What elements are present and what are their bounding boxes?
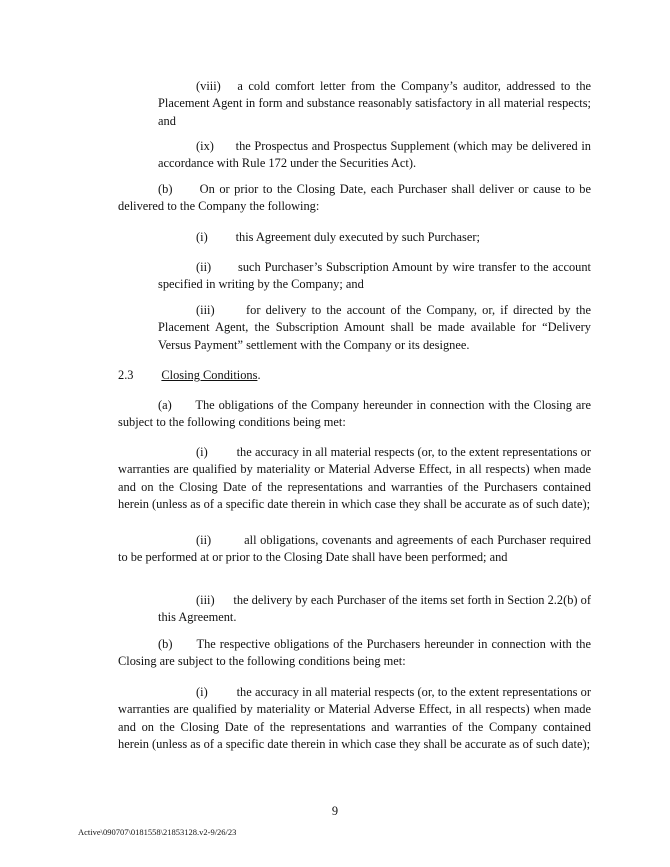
clause-label: (i) bbox=[196, 445, 208, 459]
clause-label: (i) bbox=[196, 685, 208, 699]
clause-label: (b) bbox=[158, 637, 173, 651]
document-footer-id: Active\090707\0181558\21853128.v2-9/26/23 bbox=[78, 827, 237, 837]
section-number: 2.3 bbox=[118, 368, 134, 382]
clause-text: The respective obligations of the Purchasers hereunder in connection with the Closing are subject to the following conditions being met: bbox=[118, 637, 591, 669]
clause-text: the accuracy in all material respects (or, to the extent representations or warranties are qualified by materiality or Material Adverse Effect, in all respects) when made and on the Closing Date of the representations and warranties of the Company contained herein (unless as of a specific date therein in which case they shall be accurate as of such date); bbox=[118, 685, 591, 752]
section-title: Closing Conditions bbox=[161, 368, 258, 382]
clause-label: (b) bbox=[158, 182, 173, 196]
clause-iii-section-2-2b bbox=[158, 592, 591, 627]
clause-ii-subscription bbox=[158, 259, 591, 294]
section-2-3-heading bbox=[118, 367, 591, 384]
clause-text: such Purchaser’s Subscription Amount by wire transfer to the account specified in writing by the Company; and bbox=[158, 260, 592, 292]
clause-text: the accuracy in all material respects (or, to the extent representations or warranties are qualified by materiality or Material Adverse Effect, in all respects) when made and on the Closing Date of the representations and warranties of the Purchasers contained herein (unless as of a specific date therein in which case they shall be accurate as of such date); bbox=[118, 445, 591, 512]
clause-i-agreement bbox=[158, 229, 591, 246]
clause-text: On or prior to the Closing Date, each Purchaser shall deliver or cause to be delivered to the Company the following: bbox=[118, 182, 591, 214]
clause-ix bbox=[158, 138, 591, 173]
clause-text: a cold comfort letter from the Company’s auditor, addressed to the Placement Agent in form and substance reasonably satisfactory in all material respects; and bbox=[158, 79, 592, 128]
clause-b-purchaser-deliveries bbox=[118, 181, 591, 216]
clause-text: for delivery to the account of the Company, or, if directed by the Placement Agent, the Subscription Amount shall be made available for “Delivery Versus Payment” settlement with the Company or its designee. bbox=[158, 303, 591, 352]
clause-label: (ix) bbox=[196, 139, 214, 153]
clause-a-company-obligations bbox=[118, 397, 591, 432]
clause-ii-purchaser-obligations bbox=[118, 532, 591, 567]
page-number: 9 bbox=[331, 804, 339, 818]
clause-label: (viii) bbox=[196, 79, 221, 93]
clause-label: (i) bbox=[196, 230, 208, 244]
clause-label: (ii) bbox=[196, 533, 212, 547]
section-title-period: . bbox=[257, 368, 261, 382]
clause-viii bbox=[158, 78, 591, 130]
clause-label: (a) bbox=[158, 398, 172, 412]
clause-text: this Agreement duly executed by such Purchaser; bbox=[235, 230, 480, 244]
clause-text: The obligations of the Company hereunder in connection with the Closing are subject to the following conditions being met: bbox=[118, 398, 591, 430]
clause-b-purchasers-obligations bbox=[118, 636, 591, 671]
clause-label: (ii) bbox=[196, 260, 212, 274]
clause-iii-delivery bbox=[158, 302, 591, 354]
clause-label: (iii) bbox=[196, 593, 215, 607]
clause-i-purchaser-reps bbox=[118, 444, 591, 514]
clause-text: all obligations, covenants and agreements of each Purchaser required to be performed at or prior to the Closing Date shall have been performed; and bbox=[118, 533, 591, 565]
clause-text: the delivery by each Purchaser of the items set forth in Section 2.2(b) of this Agreement. bbox=[158, 593, 591, 625]
clause-i-company-reps bbox=[118, 684, 591, 754]
clause-text: the Prospectus and Prospectus Supplement (which may be delivered in accordance with Rule 172 under the Securities Act). bbox=[158, 139, 591, 171]
clause-label: (iii) bbox=[196, 303, 215, 317]
